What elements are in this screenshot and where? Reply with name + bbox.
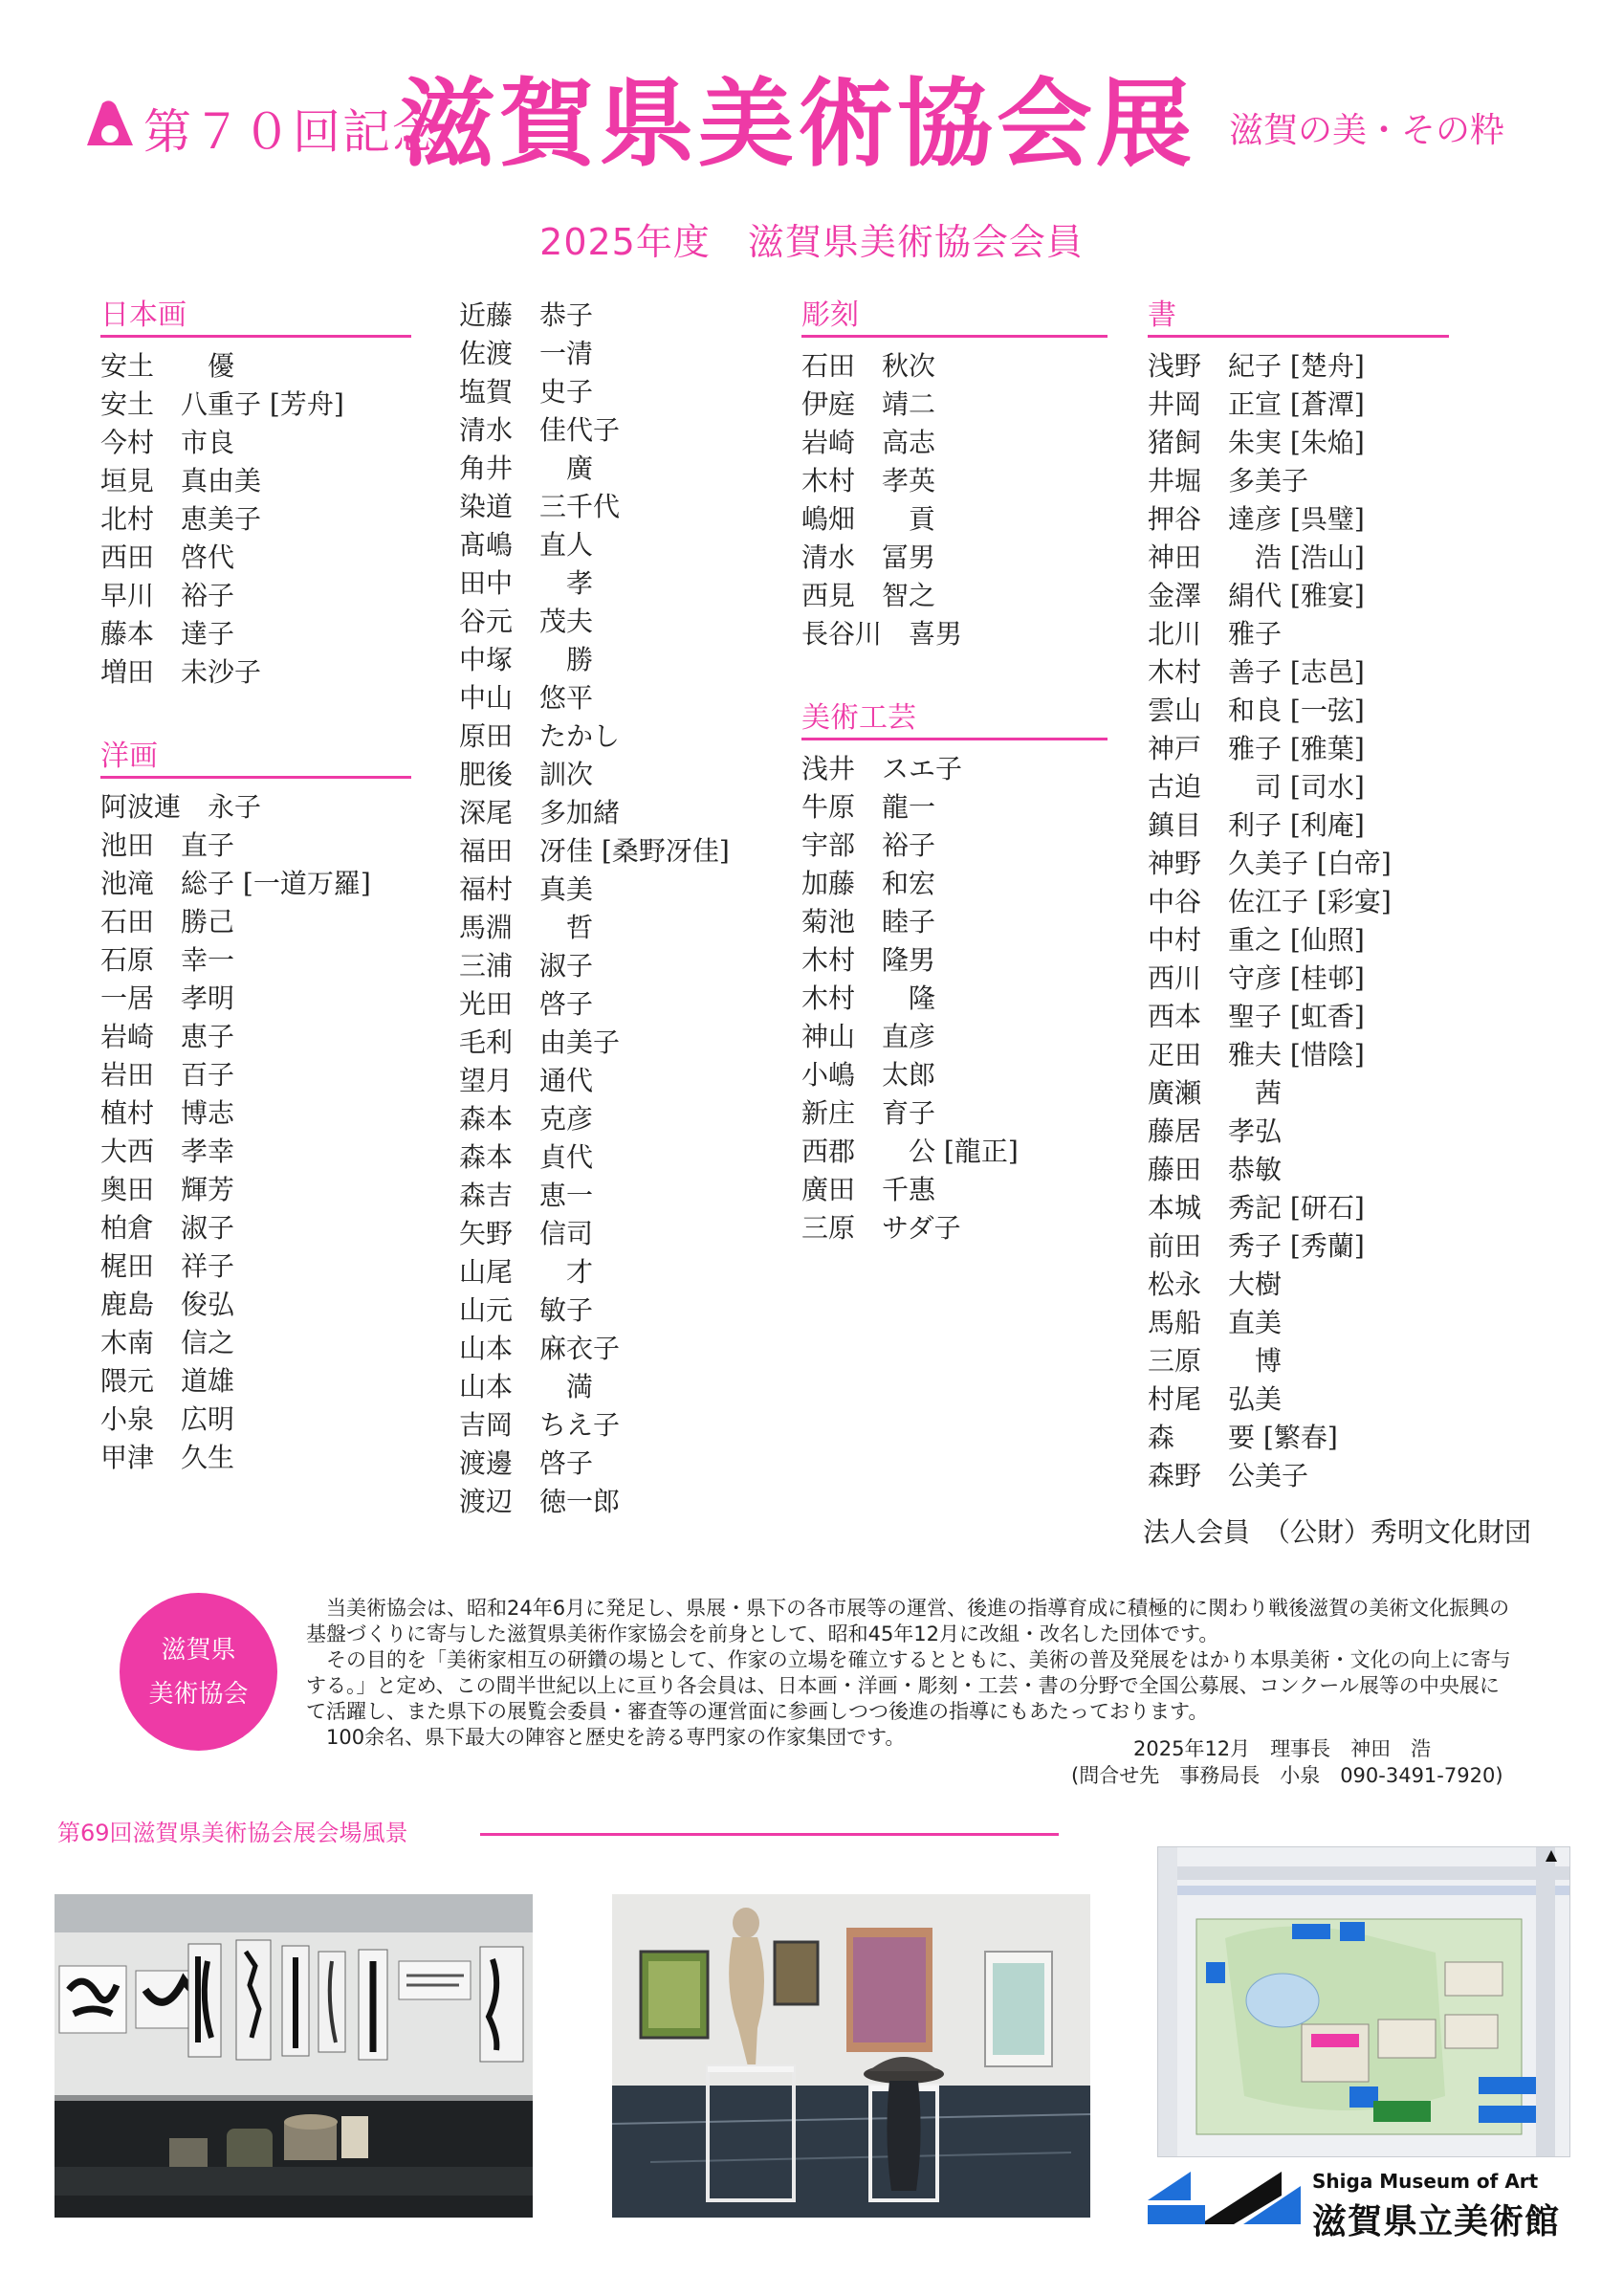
photos-heading: 第69回滋賀県美術協会展会場風景 <box>57 1820 408 1846</box>
member-name: 三原 サダ子 <box>801 1212 961 1244</box>
member-name: 三原 博 <box>1148 1345 1283 1377</box>
member-name: 浅野 紀子 [楚舟] <box>1148 350 1365 382</box>
member-name: 増田 未沙子 <box>100 656 262 688</box>
member-name: 藤本 達子 <box>100 618 235 650</box>
category-rule <box>1148 335 1449 338</box>
category-title-sculpture: 彫刻 <box>801 298 859 332</box>
exhibition-photo-sculpture <box>612 1894 1090 2218</box>
member-name: 雲山 和良 [一弦] <box>1148 695 1365 726</box>
member-name: 奥田 輝芳 <box>100 1174 235 1205</box>
member-name: 神田 浩 [浩山] <box>1148 541 1365 573</box>
member-name: 毛利 由美子 <box>459 1027 621 1058</box>
member-name: 梶田 祥子 <box>100 1250 235 1282</box>
member-name: 森本 克彦 <box>459 1103 594 1135</box>
member-name: 三浦 淑子 <box>459 950 594 982</box>
member-name: 清水 冨男 <box>801 541 936 573</box>
member-name: 藤田 恭敏 <box>1148 1154 1283 1185</box>
member-name: 森吉 恵一 <box>459 1180 594 1211</box>
contact-line: (問合せ先 事務局長 小泉 090-3491-7920) <box>1071 1764 1503 1787</box>
category-rule <box>100 335 411 338</box>
member-name: 山本 満 <box>459 1371 594 1402</box>
member-name: 長谷川 喜男 <box>801 618 963 650</box>
signature-line: 2025年12月 理事長 神田 浩 <box>1133 1737 1432 1760</box>
member-name: 浅井 スエ子 <box>801 753 963 784</box>
edition-label: 第７０回記念 <box>143 104 442 160</box>
member-name: 伊庭 靖二 <box>801 388 936 420</box>
member-name: 原田 たかし <box>459 720 621 752</box>
member-name: 肥後 訓次 <box>459 759 594 790</box>
member-name: 神山 直彦 <box>801 1021 936 1052</box>
member-name: 鹿島 俊弘 <box>100 1289 235 1320</box>
description-paragraph: 100余名、県下最大の陣容と歴史を誇る専門家の作家集団です。 <box>326 1726 906 1749</box>
members-heading: 2025年度 滋賀県美術協会会員 <box>539 221 1084 263</box>
category-rule <box>801 335 1108 338</box>
corporate-member: 法人会員 （公財）秀明文化財団 <box>1143 1516 1532 1548</box>
member-name: 廣瀬 茜 <box>1148 1077 1283 1109</box>
photos-heading-rule <box>480 1833 1059 1836</box>
member-name: 北川 雅子 <box>1148 618 1283 650</box>
column-4 <box>1148 297 1449 1495</box>
member-name: 猪飼 朱実 [朱焔] <box>1148 427 1365 458</box>
member-name: 岩崎 高志 <box>801 427 936 458</box>
member-name: 中谷 佐江子 [彩宴] <box>1148 886 1392 917</box>
member-name: 井堀 多美子 <box>1148 465 1309 497</box>
member-name: 加藤 和宏 <box>801 868 936 899</box>
member-name: 望月 通代 <box>459 1065 594 1096</box>
member-name: 西見 智之 <box>801 580 936 611</box>
member-name: 植村 博志 <box>100 1097 235 1129</box>
member-name: 光田 啓子 <box>459 988 594 1020</box>
member-name: 早川 裕子 <box>100 580 235 611</box>
member-name: 山本 麻衣子 <box>459 1333 621 1364</box>
member-name: 古迫 司 [司水] <box>1148 771 1365 803</box>
association-badge <box>120 1593 277 1751</box>
member-name: 塩賀 史子 <box>459 376 594 408</box>
member-name: 中塚 勝 <box>459 644 594 675</box>
category-rule <box>801 738 1108 740</box>
member-name: 神野 久美子 [白帝] <box>1148 848 1392 879</box>
member-name: 中山 悠平 <box>459 682 594 714</box>
description-paragraph: 当美術協会は、昭和24年6月に発足し、県展・県下の各市展等の運営、後進の指導育成に積極的に関わり戦後滋賀の美術文化振興の基盤づくりに寄与した滋賀県美術作家協会を前身として、昭和45年12月に改組・改名した団体です。 <box>306 1597 1510 1645</box>
description-paragraph: その目的を「美術家相互の研鑽の場として、作家の立場を確立するとともに、美術の普及発展をはかり本県美術・文化の向上に寄与する。」と定め、この間半世紀以上に亘り各会員は、日本画・洋画・彫刻・工芸・書の分野で全国公募展、コンクール展等の中央展にて活躍し、また県下の展覧会委員・審査等の運営面に参画しつつ後進の指導にもあたっております。 <box>306 1648 1511 1723</box>
member-name: 福田 冴佳 [桑野冴佳] <box>459 835 730 867</box>
member-name: 渡邊 啓子 <box>459 1447 594 1479</box>
member-name: 佐渡 一清 <box>459 338 594 369</box>
member-name: 角井 廣 <box>459 453 594 484</box>
member-name: 安土 八重子 [芳舟] <box>100 388 344 420</box>
member-name: 山元 敏子 <box>459 1294 594 1326</box>
member-name: 今村 市良 <box>100 427 235 458</box>
member-name: 安土 優 <box>100 350 235 382</box>
member-name: 西本 聖子 [虹香] <box>1148 1001 1365 1032</box>
member-name: 柏倉 淑子 <box>100 1212 235 1244</box>
member-name: 木村 隆 <box>801 982 936 1014</box>
member-name: 北村 恵美子 <box>100 503 262 535</box>
member-name: 垣見 真由美 <box>100 465 262 497</box>
association-logo-icon <box>81 98 139 147</box>
member-name: 本城 秀記 [研石] <box>1148 1192 1365 1224</box>
member-list-sculpture <box>801 347 1108 653</box>
member-name: 神戸 雅子 [雅葉] <box>1148 733 1365 764</box>
exhibition-subtitle: 滋賀の美・その粋 <box>1229 111 1505 150</box>
column-2 <box>459 297 765 1521</box>
association-description <box>306 1596 1511 1751</box>
member-list-crafts <box>801 750 1108 1247</box>
member-name: 鎮目 利子 [利庵] <box>1148 809 1365 841</box>
member-name: 中村 重之 [仙照] <box>1148 924 1365 956</box>
member-name: 小泉 広明 <box>100 1403 235 1435</box>
member-name: 嶋畑 貢 <box>801 503 936 535</box>
member-name: 清水 佳代子 <box>459 414 621 446</box>
badge-line-2: 美術協会 <box>148 1679 249 1709</box>
member-name: 池滝 総子 [一道万羅] <box>100 868 371 899</box>
member-name: 谷元 茂夫 <box>459 606 594 637</box>
member-name: 牛原 龍一 <box>801 791 936 823</box>
category-rule <box>100 776 411 779</box>
exhibition-photo-calligraphy <box>55 1894 533 2218</box>
poster-header <box>0 67 1623 201</box>
member-name: 藤居 孝弘 <box>1148 1115 1283 1147</box>
member-name: 吉岡 ちえ子 <box>459 1409 621 1441</box>
member-name: 髙嶋 直人 <box>459 529 594 561</box>
member-name: 田中 孝 <box>459 567 594 599</box>
category-title-calligraphy: 書 <box>1148 298 1176 332</box>
member-name: 岩崎 恵子 <box>100 1021 235 1052</box>
member-name: 松永 大樹 <box>1148 1269 1283 1300</box>
member-name: 渡辺 徳一郎 <box>459 1486 621 1517</box>
member-name: 矢野 信司 <box>459 1218 594 1249</box>
member-name: 西川 守彦 [桂邨] <box>1148 962 1365 994</box>
member-name: 近藤 恭子 <box>459 299 594 331</box>
museum-name-en: Shiga Museum of Art <box>1312 2170 1539 2193</box>
member-name: 木村 隆男 <box>801 944 936 976</box>
member-name: 岩田 百子 <box>100 1059 235 1091</box>
category-title-nihonga: 日本画 <box>100 298 186 332</box>
member-name: 一居 孝明 <box>100 982 235 1014</box>
member-name: 小嶋 太郎 <box>801 1059 936 1091</box>
badge-line-1: 滋賀県 <box>161 1635 236 1665</box>
member-list-calligraphy <box>1148 347 1449 1495</box>
member-name: 隈元 道雄 <box>100 1365 235 1397</box>
member-name: 金澤 絹代 [雅宴] <box>1148 580 1365 611</box>
member-name: 新庄 育子 <box>801 1097 936 1129</box>
member-name: 森本 貞代 <box>459 1141 594 1173</box>
museum-name-ja: 滋賀県立美術館 <box>1312 2202 1561 2241</box>
column-3 <box>801 297 1108 1247</box>
member-name: 馬淵 哲 <box>459 912 594 943</box>
member-list-nihonga <box>100 347 411 692</box>
member-name: 石田 秋次 <box>801 350 936 382</box>
member-name: 宇部 裕子 <box>801 829 936 861</box>
member-name: 染道 三千代 <box>459 491 621 522</box>
member-name: 木村 善子 [志邑] <box>1148 656 1365 688</box>
category-title-yoga: 洋画 <box>100 740 158 773</box>
member-name: 福村 真美 <box>459 873 594 905</box>
member-name: 井岡 正宣 [蒼潭] <box>1148 388 1365 420</box>
access-map <box>1157 1846 1570 2157</box>
member-name: 池田 直子 <box>100 829 235 861</box>
member-name: 西郡 公 [龍正] <box>801 1136 1019 1167</box>
member-name: 森野 公美子 <box>1148 1460 1309 1491</box>
member-name: 押谷 達彦 [呉璧] <box>1148 503 1365 535</box>
member-name: 深尾 多加緒 <box>459 797 621 828</box>
member-name: 石田 勝己 <box>100 906 235 938</box>
member-name: 村尾 弘美 <box>1148 1383 1283 1415</box>
column-1 <box>100 297 411 1477</box>
member-name: 阿波連 永子 <box>100 791 262 823</box>
member-name: 菊池 睦子 <box>801 906 936 938</box>
member-name: 山尾 才 <box>459 1256 594 1288</box>
member-name: 前田 秀子 [秀蘭] <box>1148 1230 1365 1262</box>
member-list-yoga <box>100 788 411 1477</box>
member-name: 廣田 千惠 <box>801 1174 936 1205</box>
member-name: 森 要 [繁春] <box>1148 1422 1338 1453</box>
category-title-crafts: 美術工芸 <box>801 701 916 735</box>
member-name: 木南 信之 <box>100 1327 235 1358</box>
member-list-yoga-continued <box>459 297 765 1521</box>
member-name: 西田 啓代 <box>100 541 235 573</box>
member-name: 疋田 雅夫 [惜陰] <box>1148 1039 1365 1071</box>
member-name: 木村 孝英 <box>801 465 936 497</box>
member-name: 大西 孝幸 <box>100 1136 235 1167</box>
member-name: 甲津 久生 <box>100 1442 235 1473</box>
member-name: 石原 幸一 <box>100 944 235 976</box>
member-name: 馬船 直美 <box>1148 1307 1283 1338</box>
exhibition-title: 滋賀県美術協会展 <box>400 68 1195 180</box>
